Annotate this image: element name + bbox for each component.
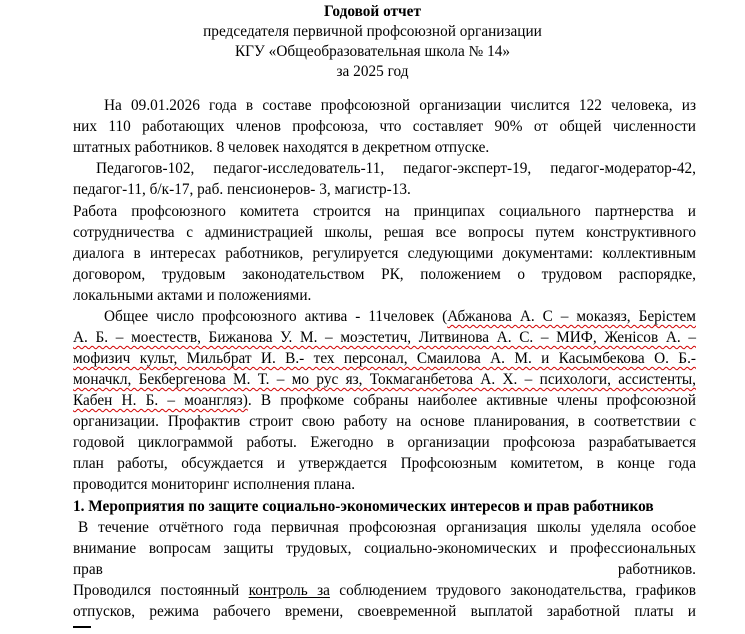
paragraph-1-line-3: штатных работников. 8 человек находятся в декретном отпуске. <box>73 139 490 156</box>
paragraph-5-line-1: В течение отчётного года первичная профсоюзная организация школы уделяла особое <box>78 519 696 536</box>
paragraph-2-line-2: педагог-11, б/к-17, раб. пенсионеров- 3, магистр-13. <box>73 181 411 198</box>
cut-off-text-fragment <box>73 626 91 628</box>
paragraph-5-line-3 <box>73 559 696 580</box>
control-text-end: соблюдением трудового законодательства, графиков <box>329 582 696 599</box>
profcom-sentence: . В профкоме собраны наиболее активные члены профсоюзной <box>247 392 696 409</box>
paragraph-2-line-1: Педагогов-102, педагог-исследователь-11, педагог-эксперт-19, педагог-модератор-42, <box>96 160 696 177</box>
paragraph-4-line-3: мофизич культ, Мильбрат И. В.- тех персонал, Смаилова А. М. и Касымбекова О. Б.- <box>73 350 696 367</box>
activists-list-end: Кабен Н. Б. – моангляз) <box>73 392 248 409</box>
paragraph-3-line-4: договором, трудовым законодательством РК, положением о трудовом распорядке, <box>73 266 696 283</box>
report-year: за 2025 год <box>336 63 409 80</box>
section-1-heading: 1. Мероприятия по защите социально-экономических интересов и прав работников <box>73 498 654 515</box>
paragraph-4-line-4: моначкл, Бекбергенова М. Т. – мо рус яз, Токмаганбетова А. Х. – психологи, ассистенты, <box>73 371 696 388</box>
paragraph-1-line-1: На 09.01.2026 года в составе профсоюзной организации числится 122 человека, из <box>104 97 696 114</box>
report-title: Годовой отчет <box>324 3 421 20</box>
paragraph-4-line-1 <box>104 306 696 327</box>
report-subtitle-line-2: КГУ «Общеобразовательная школа № 14» <box>234 43 511 60</box>
paragraph-4-line-7: годовой циклограммой работы. Ежегодно в организации профсоюза разрабатывается <box>73 434 696 451</box>
paragraph-1-line-2: них 110 работающих членов профсоюза, что составляет 90% от общей численности <box>73 118 696 135</box>
paragraph-5-line-2: внимание вопросам защиты трудовых, социально-экономических и профессиональных <box>73 540 696 557</box>
paragraph-4-line-2: А. Б. – моестеств, Бижанова У. М. – моэстетич, Литвинова А. С. – МИФ, Женісов А. – <box>73 329 696 346</box>
paragraph-6-line-2: отпусков, режима рабочего времени, своевременной выплатой заработной платы и <box>73 603 696 620</box>
paragraph-3-line-3: диалога в интересах работников, регулируется следующими документами: коллективным <box>73 245 696 262</box>
paragraph-3-line-2: сотрудничества с администрацией школы, решая все вопросы путем конструктивного <box>73 224 696 241</box>
paragraph-4-line-9: проводится мониторинг исполнения плана. <box>73 476 356 493</box>
activists-count-text: Общее число профсоюзного актива - 11человек ( <box>104 308 448 325</box>
paragraph-4-line-6: организации. Профактив строит свою работу на основе планирования, в соответствии с <box>73 413 696 430</box>
paragraph-3-line-5: локальными актами и положениями. <box>73 287 312 304</box>
paragraph-4-line-8: план работы, обсуждается и утверждается Профсоюзным комитетом, в конце года <box>73 455 696 472</box>
paragraph-3-line-1: Работа профсоюзного комитета строится на принципах социального партнерства и <box>73 203 696 220</box>
report-subtitle-line-1: председателя первичной профсоюзной организации <box>203 23 542 40</box>
paragraph-4-line-5 <box>73 390 696 411</box>
workers-word: работников. <box>617 561 696 578</box>
paragraph-6-line-1 <box>73 580 696 601</box>
rights-word: прав <box>73 561 103 578</box>
control-text-start: Проводился постоянный <box>73 582 249 599</box>
control-underlined-text: контроль за <box>248 582 330 599</box>
activists-list-start: Абжанова А. С – моказяз, Берістем <box>447 308 696 325</box>
